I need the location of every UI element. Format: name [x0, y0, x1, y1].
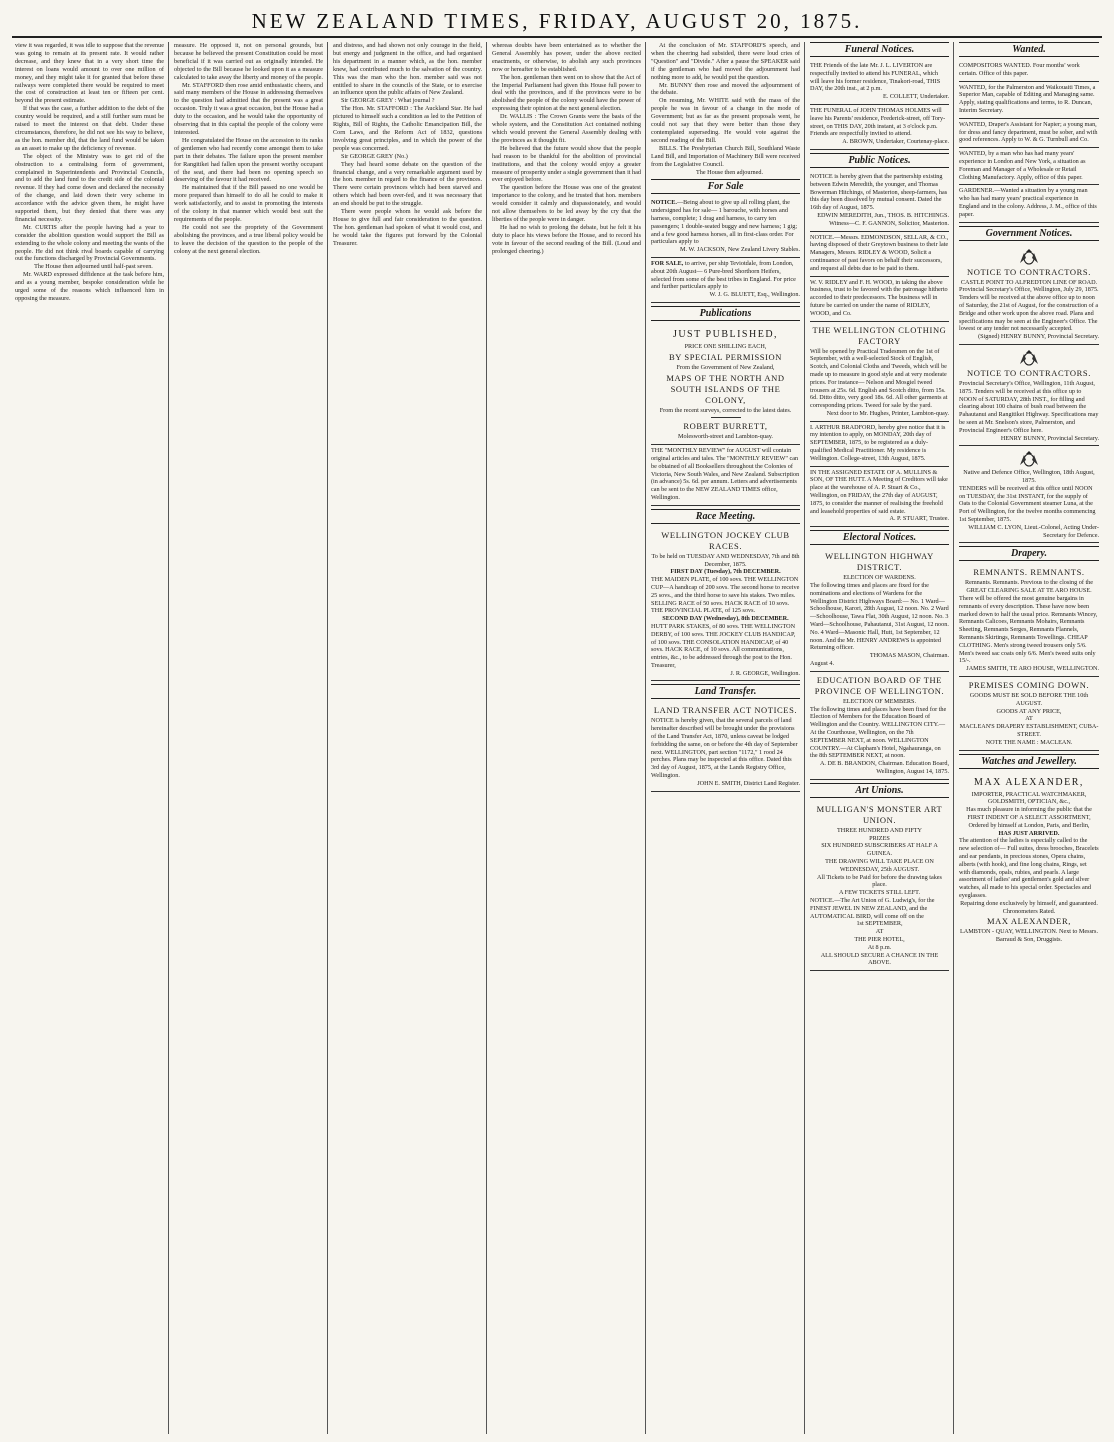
paragraph: whereas doubts have been entertained as to whether the General Assembly has power, under the above recited enactments, or otherwise, to abolish any such provinces now or hereafter to be established.	[492, 42, 641, 73]
column-5	[648, 42, 803, 1434]
paragraph: Sir GEORGE GREY : What journal ?	[341, 97, 435, 105]
section-heading-art-unions: Art Unions.	[810, 783, 949, 798]
ad-signature: W. J. G. BLUETT, Esq., Wellington.	[709, 291, 800, 299]
ad-ridley-wood	[810, 277, 949, 322]
ad-clothing-factory	[810, 322, 949, 422]
ad-contractors-bush-road	[959, 345, 1099, 446]
paragraph: The Hon. Mr. STAFFORD : The Auckland Star. He had pictured to himself such a condition as led to the Petition of Rights, Bill of Rights, the Catholic Emancipation Bill, the Corn Laws, and the Reform Act of 1832, questions involving great principles, and in which the power of the people was concerned.	[333, 105, 482, 152]
ad-signature: JAMES SMITH, TE ARO HOUSE, WELLINGTON.	[966, 665, 1099, 673]
ad-highway-district	[810, 548, 949, 672]
paragraph: and distress, and had shown not only courage in the field, but energy and judgment in the office, and had organised his department in a manner which, as the hon. member knew, had contributed much to the salvation of the country. This was the man who the hon. member said was not entitled to share in the councils of the State, or to exercise an influence upon the public affairs of New Zealand.	[333, 42, 482, 97]
ad-funeral-liverton	[810, 60, 949, 105]
ad-signature: WILLIAM C. LYON, Lieut.-Colonel, Acting Under-Secretary for Defence.	[968, 523, 1099, 539]
column-rule	[804, 42, 805, 1434]
ad-line: ALL SHOULD SECURE A CHANCE IN THE ABOVE.	[820, 951, 939, 967]
ad-races-day-1: THE MAIDEN PLATE, of 100 sovs. THE WELLINGTON CUP—A handicap of 200 sovs. The second horse to receive 25 sovs., and the third horse to save his stakes. Two miles. SELLING RACE of 50 sovs. HACK RACE of 10 sovs. THE PROVINCIAL PLATE, of 125 sovs.	[651, 576, 800, 615]
ad-text: THE Friends of the late Mr. J. L. LIVERTON are respectfully invited to attend his FUNERAL, which will leave his former residence, Tinakori-road, THIS DAY, the 20th inst., at 2 p.m.	[810, 62, 941, 93]
ad-permission: BY SPECIAL PERMISSION	[668, 351, 783, 362]
ad-signature: THOMAS MASON, Chairman.	[869, 652, 949, 660]
ad-title: MULLIGAN'S MONSTER ART UNION.	[816, 803, 943, 825]
ad-line: AT	[1025, 715, 1033, 723]
royal-crest-icon	[1018, 451, 1040, 467]
section-heading-government: Government Notices.	[959, 226, 1099, 241]
ad-lead: NOTICE.	[651, 199, 677, 207]
ad-text: IN THE ASSIGNED ESTATE OF A. MULLINS & SON, OF THE HUTT. A Meeting of Creditors will take place at the warehouse of A. P. Stuart & Co., Wellington, on FRIDAY, the 27th day of AUGUST, 1875, to consider the manner of realising the freehold and leasehold properties of said estate.	[810, 468, 948, 515]
paragraph: They had heard some debate on the question of the financial change, and a very remarkable argument used by the hon. member in regard to the finance of the provinces. There were certain provinces which had been starved and others which had been over-fed, and it was necessary that an end should be put to the struggle.	[333, 160, 482, 208]
ad-ordered: Ordered by himself at London, Paris, and Berlin,	[968, 821, 1090, 829]
ad-address: LAMBTON - QUAY, WELLINGTON. Next to Messrs. Barraud & Son, Druggists.	[959, 928, 1098, 944]
ad-text: Will be opened by Practical Tradesmen on the 1st of September, with a well-selected Stock of English, Scotch, and Colonial Cloths and Tweeds, which will be made up to measure in good style and at very moderate prices. For instance— Nelson and Mosgiel tweed trousers at 25s. 6d. English and Scotch ditto, from 15s. 6d. Ditto ditto, very good 18s. 6d. All other garments at corresponding prices. Tweed for sale by the yard.	[810, 347, 948, 410]
ad-items: The attention of the ladies is especially called to the new selection of— Full suites, dress brooches, Bracelets and ear pendants, in precious stones, Opera chains, alberts (with hook), and fine long chains, Rings, set with diamonds, opals, rubies, and pearls. A large assortment of ladies' and gentlemen's gold and silver watches, all made to his special order. Spectacles and eyeglasses.	[959, 837, 1099, 899]
ad-education-board	[810, 672, 949, 780]
section-heading-wanted: Wanted.	[959, 42, 1099, 57]
ad-text: WANTED, Draper's Assistant for Napier; a young man, for dress and fancy department, must be sober, and with good references. Apply to W. & G. Turnbull and Co.	[959, 120, 1098, 144]
ad-text: NOTICE is hereby given that the partnership existing between Edwin Meredith, the younger, and Thomas Bowerman Hitchings, of Masterton, sheep-farmers, has this day been dissolved by mutual consent. Dated the 16th day of August, 1875.	[810, 172, 948, 212]
ad-lead: FOR SALE,	[651, 259, 684, 267]
ad-price: PRICE ONE SHILLING EACH,	[684, 342, 767, 350]
ad-funeral-holmes	[810, 105, 949, 150]
ad-signature: A. P. STUART, Trustee.	[889, 515, 949, 523]
ad-subtitle: ELECTION OF WARDENS.	[843, 574, 916, 582]
ad-dates: To be held on TUESDAY AND WEDNESDAY, 7th and 8th December, 1875.	[651, 552, 800, 568]
ad-text: Provincial Secretary's Office, Wellington, July 29, 1875. Tenders will be received at the above office up to noon of Saturday, the 21st of August, for the construction of a Bridge and other work upon the above road. Plans and specifications may be seen at the Engineer's Office. The lowest or any tender not necessarily accepted.	[959, 286, 1099, 333]
ad-signature: JOHN E. SMITH, District Land Register.	[697, 779, 800, 787]
ad-foreman-wanted	[959, 148, 1099, 185]
section-heading-funeral: Funeral Notices.	[810, 42, 949, 57]
ad-line: WEDNESDAY, 25th AUGUST.	[839, 865, 920, 873]
ad-date: August 4.	[810, 660, 835, 668]
column-rule	[953, 42, 954, 1434]
ad-text: Provincial Secretary's Office, Wellington, 11th August, 1875. Tenders will be received at this office up to NOON of SATURDAY, 28th INST., for filling and clearing about 100 chains of bush road between the Pahautanui and Rangitikei Highway. Specifications may be seen at Mr. Snelson's store, Palmerston, and Provincial Engineer's Office here.	[959, 379, 1099, 434]
ad-subtitle: IMPORTER, PRACTICAL WATCHMAKER, GOLDSMITH, OPTICIAN, &c.,	[971, 790, 1087, 806]
ad-races-day-2: HUTT PARK STAKES, of 80 sovs. THE WELLINGTON DERBY, of 100 sovs. THE JOCKEY CLUB HANDICAP, of 100 sovs. THE CONSOLATION HANDICAP, of 40 sovs. HACK RACE, of 10 sovs. All communications, entries, &c., to be addressed through the post to the Hon. Treasurer,	[651, 622, 796, 669]
column-3-parliamentary-report	[330, 42, 485, 1434]
ad-subtitle: CASTLE POINT TO ALFREDTON LINE OF ROAD.	[960, 278, 1098, 286]
ad-text: There will be offered the most genuine bargains in remnants of every description. These have now been marked down to half the usual price. Remnants Wincey, Remnants Calicoes, Remnants Mohairs, Remnants Sheeting, Remnants Serges, Remnants Flannels, Remnants Skirtings, Remnants Towellings. CHEAP CLOTHING. Men's strong tweed trousers only 5/6. Men's tweed sac coats only 6/6. Men's tweed suits only 15/-.	[959, 595, 1098, 665]
section-heading-land-transfer: Land Transfer.	[651, 684, 800, 699]
ad-title: NOTICE TO CONTRACTORS.	[967, 367, 1091, 378]
paragraph: Mr. BUNNY then rose and moved the adjournment of the debate.	[651, 81, 800, 97]
ad-text: THE "MONTHLY REVIEW" for AUGUST will contain original articles and tales. The "MONTHLY REVIEW" can be obtained of all Booksellers throughout the Colonies of Victoria, New South Wales, and New Zealand. Subscription (in advance) 5s. 6d. per annum. Letters and advertisements can be sent to the NEW ZEALAND TIMES office, Wellington.	[651, 447, 800, 501]
ad-survey: From the recent surveys, corrected to the latest dates.	[659, 406, 792, 414]
paragraph: The object of the Ministry was to get rid of the obstruction to a centralising form of government, complained in Superintendents and Provincial Councils, and to add the land fund to the credit side of the colonial revenue. If they had come down and declared the necessity of the change, and laid down their very scheme in accordance with the advice given them, he might have supported them, but they denied that there was any financial necessity.	[15, 152, 164, 223]
ad-text: WANTED, by a man who has had many years' experience in London and New York, a situation as Foreman and Manager of a Wholesale or Retail Clothing Manufactory. Apply, office of this paper.	[959, 150, 1086, 181]
ad-signature: Next door to Mr. Hughes, Printer, Lambton-quay.	[826, 409, 949, 417]
ad-line: SIX HUNDRED SUBSCRIBERS AT HALF A GUINEA.	[821, 842, 938, 858]
column-2-parliamentary-report	[171, 42, 326, 1434]
masthead-rule	[12, 36, 1102, 38]
masthead-title: NEW ZEALAND TIMES, FRIDAY, AUGUST 20, 1875.	[251, 9, 863, 33]
section-heading-for-sale: For Sale	[651, 179, 800, 194]
paragraph: At the conclusion of Mr. STAFFORD'S speech, and when the cheering had subsided, there were loud cries of "Question" and "Divide." After a pause the SPEAKER said if the gentleman who had moved the adjournment had nothing more to add, he would put the question.	[651, 42, 800, 81]
ad-jockey-club-races	[651, 527, 800, 682]
ad-signature: EDWIN MEREDITH, Jun., THOS. B. HITCHINGS. Witness—C. F. GANNON, Solicitor, Masterton.	[817, 211, 949, 227]
ad-title: THE WELLINGTON CLOTHING FACTORY	[812, 324, 947, 346]
paragraph: Dr. WALLIS : The Crown Grants were the basis of the whole system, and the Constitution Act contained nothing which would prevent the General Assembly dealing with the provinces as it thought fit.	[492, 113, 641, 144]
ad-text: NOTICE is hereby given, that the several parcels of land hereinafter described will be brought under the provisions of the Land Transfer Act, 1870, unless caveat be lodged forbidding the same, on or before the 4th day of September next. WELLINGTON, part section "1172," 1 rood 24 perches. Plans may be inspected at this office. Dated this 3rd day of August, 1875, at the Lands Registry Office, Wellington.	[651, 717, 798, 780]
ad-title: LAND TRANSFER ACT NOTICES.	[653, 705, 798, 716]
ad-defence-tenders	[959, 446, 1099, 543]
ad-signature: J. R. GEORGE, Wellington.	[730, 669, 800, 677]
ad-line: At 8 p.m.	[867, 943, 892, 951]
ad-bradford-medical	[810, 422, 949, 467]
column-rule	[327, 42, 328, 1434]
ad-text: GARDENER.—Wanted a situation by a young man who has had many years' practical experience in England and in the colony. Address, J. M., office of this paper.	[959, 187, 1097, 218]
section-heading-public-notices: Public Notices.	[810, 153, 949, 168]
ad-max-alexander	[959, 772, 1099, 947]
ad-text: WANTED, for the Palmerston and Waikouaiti Times, a Superior Man, capable of Editing and Managing same. Apply, stating qualifications and terms, to R. Duncan, Interim Secretary.	[959, 83, 1096, 114]
ad-from: From the Government of New Zealand,	[676, 363, 775, 371]
ad-signature: M. W. JACKSON, New Zealand Livery Stables.	[680, 246, 800, 254]
ad-land-transfer	[651, 702, 800, 791]
ad-greytown-business	[810, 232, 949, 277]
paragraph: The question before the House was one of the greatest importance to the colony, and he trusted that hon. members would consider it calmly and dispassionately, and would not allow themselves to be led away by the cry that the liberties of the people were in danger.	[492, 184, 641, 223]
ad-first-day: FIRST DAY (Tuesday), 7th DECEMBER.	[670, 568, 781, 576]
ad-line: THE DRAWING WILL TAKE PLACE ON	[825, 857, 934, 865]
paragraph: Mr. CURTIS after the people having had a year to consider the abolition question would support the Bill as extending to the whole colony and meeting the wants of the people. He did not think rival boards capable of carrying out the functions discharged by Provincial Governments.	[15, 223, 164, 263]
section-heading-publications: Publications	[651, 306, 800, 321]
ad-shorthorn-heifers	[651, 258, 800, 303]
ad-rated: Chronometers Rated.	[1002, 907, 1056, 915]
paragraph: Sir GEORGE GREY (No.)	[341, 152, 408, 160]
paragraph: measure. He opposed it, not on personal grounds, but because he believed the present Constitution could be most beneficial if it was carried out as originally intended. He objected to the Bill because he looked upon it as a measure calculated to take away the liberty and money of the people.	[174, 42, 323, 81]
ad-line: THREE HUNDRED AND FIFTY	[836, 826, 923, 834]
ad-line: PRIZES	[869, 834, 890, 842]
ad-line: THE PIER HOTEL,	[854, 935, 905, 943]
ad-title: MAX ALEXANDER,	[974, 776, 1084, 788]
section-heading-electoral: Electoral Notices.	[810, 530, 949, 545]
ad-second-day: SECOND DAY (Wednesday), 8th DECEMBER.	[662, 615, 789, 623]
ad-text: COMPOSITORS WANTED. Four months' work certain. Office of this paper.	[959, 62, 1080, 77]
paragraph: He could not see the propriety of the Government abolishing the provinces, and a true liberal policy would be to leave the decision of the question to the people of the colony at the next general election.	[174, 223, 323, 255]
ad-partnership-dissolved	[810, 171, 949, 232]
ad-line: NOTICE.—The Art Union of G. Ludwig's, for the FINEST JEWEL IN NEW ZEALAND, and the AUTOMATICAL BIRD, will come off on the	[810, 896, 935, 920]
ad-title: REMNANTS. REMNANTS.	[973, 567, 1085, 578]
section-heading-drapery: Drapery.	[959, 546, 1099, 561]
ad-arrived: HAS JUST ARRIVED.	[998, 829, 1060, 837]
ad-text: —Being about to give up all rolling plant, the undersigned has for sale— 1 barouche, with horses and harness, complete; 1 drag and harness, to carry ten passengers; 1 double-seated buggy and new harness; 1 gig; and a few good harness horses, all in first-class order. For particulars apply to	[651, 199, 798, 246]
ad-address: Molesworth-street and Lambton-quay.	[678, 433, 773, 441]
ad-signature: A. DE B. BRANDON, Chairman. Education Board, Wellington, August 14, 1875.	[819, 760, 949, 775]
ad-signature: (Signed) HENRY BUNNY, Provincial Secretary.	[978, 333, 1099, 341]
ad-publisher: ROBERT BURRETT,	[683, 421, 768, 432]
ad-text: I. ARTHUR BRADFORD, hereby give notice that it is my intention to apply, on MONDAY, 20th day of SEPTEMBER, 1875, to be registered as a duly-qualified Medical Practitioner. My residence is Wellington. College-street, 13th August, 1875.	[810, 423, 946, 462]
ad-subtitle: ELECTION OF MEMBERS.	[842, 697, 917, 705]
ad-livery-plant	[651, 197, 800, 258]
ad-contractors-castle-point	[959, 244, 1099, 345]
ad-compositors	[959, 60, 1099, 82]
ad-title: NOTICE TO CONTRACTORS.	[967, 266, 1091, 277]
paragraph: The hon. gentleman then went on to show that the Act of the Imperial Parliament had given this House full power to deal with the provinces, and if the provinces were to be abolished the people of the colony would have the power of expressing their opinion at the next general election.	[492, 73, 641, 113]
column-rule	[645, 42, 646, 1434]
ad-premises-coming-down	[959, 677, 1099, 751]
masthead	[0, 8, 1114, 34]
ad-line: GOODS MUST BE SOLD BEFORE THE 10th AUGUST.	[969, 692, 1089, 707]
royal-crest-icon	[1018, 249, 1040, 265]
ad-heading: Native and Defence Office, Wellington, 18th August, 1875.	[963, 469, 1095, 485]
ad-line: GOODS AT ANY PRICE,	[996, 707, 1062, 715]
paragraph: Mr. STAFFORD then rose amid enthusiastic cheers, and said many members of the House in addressing themselves to the question had admitted that the present was a great occasion. Truly it was a great occasion, but the House had a duty to the occasion, and he would take the opportunity of observing that in this capital the people of the colony were interested.	[174, 81, 323, 136]
ad-title: WELLINGTON JOCKEY CLUB RACES.	[661, 529, 790, 551]
paragraph: The House then adjourned until half-past seven.	[34, 263, 153, 271]
ad-line: AT	[875, 928, 884, 936]
ad-maps	[651, 324, 800, 445]
paragraph: BILLS. The Presbyterian Church Bill, Southland Waste Land Bill, and Importation of Machinery Bill were received from the Legislative Council.	[651, 144, 800, 168]
royal-crest-icon	[1018, 350, 1040, 366]
ad-line: MACLEAN'S DRAPERY ESTABLISHMENT, CUBA-STREET.	[959, 723, 1099, 739]
column-rule	[486, 42, 487, 1434]
ad-line: NOTE THE NAME : MACLEAN.	[985, 738, 1073, 746]
ad-text: NOTICE.—Messrs. EDMONDSON, SELLAR, & CO., having disposed of their Greytown business to their late Managers, Messrs. RIDLEY & WOOD, Solicit a continuance of past favors on behalf their successors, and request all debts due to be paid to them.	[810, 233, 949, 272]
ad-text: W. V. RIDLEY and F. H. WOOD, in taking the above business, trust to be favored with the patronage hitherto accorded to their predecessors. The business will in future be carried on under the name of RIDLEY, WOOD, and Co.	[810, 278, 948, 317]
section-heading-watches: Watches and Jewellery.	[959, 754, 1099, 769]
ad-announce: Has much pleasure in informing the public that the FIRST INDENT OF A SELECT ASSORTMENT,	[966, 806, 1092, 821]
column-4-parliamentary-report	[489, 42, 644, 1434]
ad-text: The following times and places are fixed for the nominations and elections of Wardens for the Wellington District Highways Board:— No. 1 Ward—Schoolhouse, Karori, 28th August, 12 noon. No. 2 Ward—Schoolhouse, Tawa Flat, 30th August, 12 noon. No. 3 Ward—Schoolhouse, Pahautanui, 31st August, 12 noon. No. 4 Ward—Masonic Hall, Hutt, 1st September, 12 noon. And the Mr. HENRY ANDREWS is appointed Returning officer.	[810, 582, 949, 652]
paragraph: There were people whom he would ask before the House to give full and fair consideration to the question. The hon. gentleman had spoken of what it would cost, and he would take the figures put forward by the Colonial Treasurer.	[333, 208, 482, 247]
ad-text: TENDERS will be received at this office until NOON on TUESDAY, the 31st INSTANT, for the supply of Oats to the Colonial Government steamer Luna, at the Port of Wellington, for the twelve months commencing 1st September, 1875.	[959, 484, 1096, 524]
column-rule	[168, 42, 169, 1434]
divider	[711, 417, 741, 418]
ad-text: to arrive, per ship Teviotdale, from London, about 20th August— 6 Pure-bred Shorthorn Heifers, selected from some of the best tribes in England. For price and further particulars apply to	[651, 259, 796, 291]
ad-mulligans-art-union	[810, 801, 949, 971]
ad-subtitle: Remnants. Remnants. Previous to the closing of the GREAT CLEARING SALE AT TE ARO HOUSE.	[964, 579, 1094, 595]
ad-signature: E. COLLETT, Undertaker.	[882, 93, 949, 101]
paragraph: On resuming, Mr. WHITE said with the mass of the people he was in favour of a change in the mode of Government; but as far as the present proposals went, he could not say that they were better than those they contemplated superseding. He would vote against the second reading of the Bill.	[651, 97, 800, 144]
ad-repair: Repairing done exclusively by himself, and guaranteed.	[960, 899, 1098, 907]
ad-maps-title: MAPS OF THE NORTH AND SOUTH ISLANDS OF THE COLONY,	[666, 372, 785, 405]
paragraph: If that was the case, a further addition to the debt of the country would be required, and a still further sum must be raised to meet the interest on that debt. Under these circumstances, therefore, he did not see his way to believe, as the hon. member did, that the land fund would be taken as an asset to make up the deficiency of revenue.	[15, 105, 164, 152]
paragraph: He maintained that if the Bill passed no one would be more prepared than himself to do all he could to make it work satisfactorily, and to assist in promoting the interests of the colony in that manner which would best suit the requirements of the people.	[174, 184, 323, 223]
paragraph: view it was regarded, it was idle to suppose that the revenue was going to remain at its present rate. It would rather decrease, and they knew that in a very short time the interest on loans would amount to over one million of money, and they might take it for granted that before these railways were completed there would be required to meet the cost of construction at least ten or fifteen per cent. beyond the present estimate.	[15, 42, 164, 105]
ad-signature: A. BROWN, Undertaker, Courtenay-place.	[842, 138, 949, 146]
ad-title: JUST PUBLISHED,	[672, 328, 779, 340]
paragraph: He had no wish to prolong the debate, but he felt it his duty to place his views before the House, and to record his vote in favour of the second reading of the Bill. (Loud and prolonged cheering.)	[492, 223, 641, 255]
paragraph: He congratulated the House on the accession to its ranks of gentlemen who had recently come amongst them to take part in their debates. The failure upon the present member for Rangitikei had fallen upon the present worthy occupant of the seat, and there had been no opening speech so deserving of the favour it had received.	[174, 136, 323, 184]
column-6	[807, 42, 952, 1434]
paragraph: He believed that the future would show that the people had reason to be thankful for the abolition of provincial institutions, and that the colony would enjoy a greater measure of prosperity under a single government than it had ever enjoyed before.	[492, 144, 641, 184]
ad-remnants	[959, 564, 1099, 677]
ad-signature: HENRY BUNNY, Provincial Secretary.	[1000, 434, 1099, 442]
paragraph: Mr. WARD expressed diffidence at the task before him, and as a young member, bespoke consideration while he urged some of the reasons which influenced him in opposing the measure.	[15, 271, 164, 302]
ad-gardener	[959, 185, 1099, 222]
ad-line: 1st SEPTEMBER,	[856, 920, 903, 928]
ad-mullins-estate	[810, 467, 949, 528]
ad-line: All Tickets to be Paid for before the drawing takes place.	[817, 873, 942, 889]
ad-text: THE FUNERAL of JOHN THOMAS HOLMES will leave his Parents' residence, Frederick-street, off Tory-street, on THIS DAY, 20th instant, at 3 o'clock p.m. Friends are respectfully invited to attend.	[810, 106, 946, 138]
ad-title: PREMISES COMING DOWN.	[968, 680, 1090, 691]
ad-title: EDUCATION BOARD OF THE PROVINCE OF WELLINGTON.	[814, 674, 945, 696]
ad-title: WELLINGTON HIGHWAY DISTRICT.	[825, 551, 934, 573]
section-heading-race-meeting: Race Meeting.	[651, 509, 800, 524]
ad-drapers-assistant	[959, 119, 1099, 148]
paragraph: The House then adjourned.	[695, 168, 763, 176]
ad-text: The following times and places have been fixed for the Election of Members for the Education Board of Wellington and the Country. WELLINGTON CITY.—At the Courthouse, Wellington, on the 7th SEPTEMBER NEXT, at noon. WELLINGTON COUNTRY.—At Clapham's Hotel, Ngahauranga, on the 8th SEPTEMBER NEXT, at noon.	[810, 705, 947, 760]
ad-monthly-review	[651, 445, 800, 506]
ad-editor-wanted	[959, 82, 1099, 119]
column-1-parliamentary-report	[12, 42, 167, 1434]
ad-signature: MAX ALEXANDER,	[987, 916, 1071, 927]
report-conclusion	[651, 42, 800, 176]
column-7	[956, 42, 1102, 1434]
ad-line: A FEW TICKETS STILL LEFT.	[838, 889, 921, 897]
